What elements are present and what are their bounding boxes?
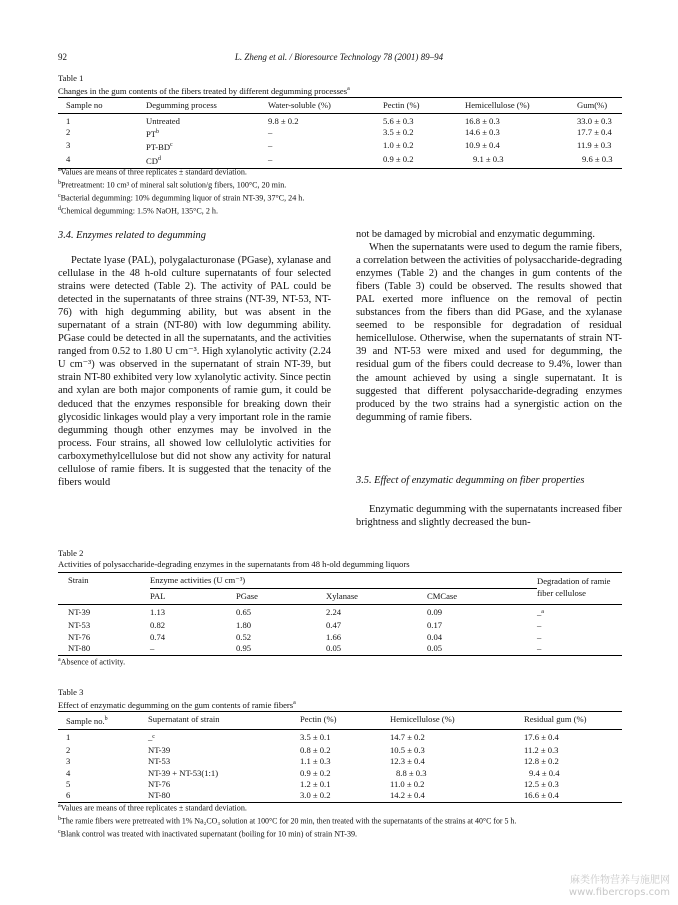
table-row [58,114,622,128]
table-cell: 10.5 ± 0.3 [390,745,425,756]
table-cell: 11.9 ± 0.3 [577,140,612,151]
table2-col-header: Strain [58,573,150,589]
table-cell: 1 [66,116,71,127]
table2-degradation-header: Degradation of ramie fiber cellulose [537,573,622,605]
table1-header-row [58,98,622,114]
table-cell: 12.8 ± 0.2 [524,756,559,767]
paragraph: Pectate lyase (PAL), polygalacturonase (PGase), xylanase and cellulase in the 48 h-old culture supernatants of four selected strains were detected (Table 2). The activity of PAL could be detected in the supernatants of three strains (NT-39, NT-53, NT-76) with high degumming ability, but was absent in the supernatant of a strain (NT-80) with low degumming ability. PGase could be detected in all the supernatants, and the activities ranged from 0.52 to 1.80 U cm⁻³. High xylanolytic activity (2.24 U cm⁻³) was observed in the supernatant of strain NT-39, but strain NT-80 exhibited very low xylanolytic activity. Since pectin and xylan are both major components of ramie gum, it could be deduced that the enzymes responsible for breaking down their glycosidic linkages would play a very important role in the ramie degumming though other enzymes may be involved in the process. Four strains, all showed low cellulolytic activities for carboxymethylcellulose but did not show any activity for natural cellulose of ramie fibers. It is suggested that the tenacity of the fibers would [58,255,331,488]
table-cell: NT-39 [148,745,171,756]
footnote: $^b$The ramie fibers were pretreated with 1% Na₂CO₃ solution at 100°C for 20 min, then treated with the supernatants of the strains at 40°C for 5 h. [58,815,517,826]
table-cell: 5 [66,778,71,789]
table-cell: – [268,140,273,151]
table-cell: – [537,643,622,656]
watermark [569,875,670,899]
table-cell: 1.2 ± 0.1 [300,778,331,789]
table3-label: Table 3 [58,687,84,697]
table3-header-row [58,712,622,730]
table-cell: 3.5 ± 0.1 [300,732,331,743]
table1-col-header: Gum(%) [577,98,622,114]
table-cell: – [268,154,383,169]
table-row [58,756,622,767]
table-cell: 0.04 [427,631,443,642]
footnote: $^c$Blank control was treated with inactivated supernatant (boiling for 10 min) of strain NT-39. [58,828,358,839]
table-cell: 0.9 ± 0.2 [383,154,465,169]
table-cell: 9.8 ± 0.2 [268,116,299,127]
table-cell: $PT-BD^c$ [146,142,173,153]
paragraph: Enzymatic degumming with the supernatants increased fiber brightness and slightly decreased the bun- [356,504,622,529]
table2-group-header: Enzyme activities (U cm⁻³) [150,573,537,589]
table-row [58,140,622,153]
footnote: $^c$Bacterial degumming: 10% degumming liquor of strain NT-39, 37°C, 24 h. [58,192,305,203]
table-cell: 0.47 [326,620,342,631]
right-column [356,228,622,424]
table2-caption: Activities of polysaccharide-degrading enzymes in the supernatants from 48 h-old degumming liquors [58,559,410,569]
section-3-4-heading: 3.4. Enzymes related to degumming [58,230,206,241]
table-cell: 2 [66,127,71,138]
table-cell: NT-76 [68,631,91,642]
table-row [58,730,622,746]
table-cell: 14.7 ± 0.2 [390,732,425,743]
table-row [58,127,622,140]
table-cell: NT-80 [58,643,150,656]
table-cell: 1 [66,732,71,743]
table-cell: 0.65 [236,607,252,618]
table-cell: 0.09 [427,607,443,618]
table-cell: 9.4 ± 0.4 [529,767,560,778]
table1 [58,97,622,169]
table-cell: 3.0 ± 0.2 [300,790,390,803]
table-cell: 16.8 ± 0.3 [465,116,500,127]
table-cell: 1.80 [236,620,252,631]
table-cell: 0.52 [236,631,252,642]
table-cell: 14.2 ± 0.4 [390,790,524,803]
table-cell: 1.13 [150,607,166,618]
table-cell: $CD^d$ [146,154,268,169]
table-cell: 3.5 ± 0.2 [383,127,414,138]
table-cell: NT-53 [148,756,171,767]
table1-footnotes [58,165,304,217]
table-row [58,745,622,756]
table-row [58,779,622,790]
right-column-bottom [356,503,622,529]
table1-caption: Changes in the gum contents of the fibers treated by different degumming processes$^a$ [58,85,350,96]
table-cell: 9.1 ± 0.3 [465,154,577,169]
table3-caption: Effect of enzymatic degumming on the gum contents of ramie fibers$^a$ [58,699,296,710]
table1-col-header: Degumming process [146,98,268,114]
table-cell: 0.82 [150,620,166,631]
table-cell: –$^a$ [537,609,544,620]
table-cell: 10.9 ± 0.4 [465,140,500,151]
table-cell: 12.3 ± 0.4 [390,756,425,767]
table-cell: – [537,620,542,631]
table-cell: NT-39 + NT-53(1:1) [148,767,219,778]
table2-col-header: PAL [150,589,236,605]
table-cell: 14.6 ± 0.3 [465,127,500,138]
table1-col-header: Water-soluble (%) [268,98,383,114]
table-cell: – [268,127,273,138]
table-cell: 0.95 [236,643,326,656]
table-cell: Untreated [146,116,180,127]
table-cell: 3 [66,140,71,151]
table-cell: –$^c$ [148,733,155,744]
table-row [58,620,622,631]
table-cell: 3 [66,756,71,767]
table-cell: 0.05 [427,643,537,656]
table-cell: 17.6 ± 0.4 [524,732,559,743]
table-cell: 2 [66,745,71,756]
table2-col-header: Xylanase [326,589,427,605]
table2-footnotes [58,655,125,668]
table-cell: 12.5 ± 0.3 [524,778,559,789]
table-cell: 4 [66,767,71,778]
table3-col-header: Residual gum (%) [524,712,622,730]
table-cell: 1.0 ± 0.2 [383,140,414,151]
table-cell: NT-39 [68,607,91,618]
watermark-line: www.fibercrops.com [568,887,670,898]
table-cell: 0.8 ± 0.2 [300,745,331,756]
table-cell: – [537,631,542,642]
table2-col-header: CMCase [427,589,537,605]
table-cell: $PT^b$ [146,129,160,140]
table-cell: 6 [58,790,148,803]
table-cell: 5.6 ± 0.3 [383,116,414,127]
table-row [58,632,622,643]
table1-col-header: Hemicellulose (%) [465,98,577,114]
footnote: $^a$Absence of activity. [58,657,126,667]
table1-col-header: Sample no [58,98,146,114]
table1-col-header: Pectin (%) [383,98,465,114]
journal-citation: L. Zheng et al. / Bioresource Technology 78 (2001) 89–94 [234,52,444,62]
table1-label: Table 1 [58,73,84,83]
table3-col-header: Sample no.$^b$ [58,712,148,730]
table-cell: 33.0 ± 0.3 [577,116,612,127]
table-cell: 0.9 ± 0.2 [300,767,331,778]
table3 [58,711,622,803]
table-cell: 4 [58,154,146,169]
footnote: $^a$Values are means of three replicates ± standard deviation. [58,167,247,177]
running-header [58,52,620,66]
table-cell: NT-76 [148,778,171,789]
table2 [58,572,622,656]
footnote: $^d$Chemical degumming: 1.5% NaOH, 135°C, 2 h. [58,205,218,216]
table-cell: NT-80 [148,790,300,803]
table2-col-header: PGase [236,589,326,605]
table-cell: – [150,643,236,656]
table-row [58,768,622,779]
table-cell: 9.6 ± 0.3 [577,154,622,169]
table-cell: 1.1 ± 0.3 [300,756,331,767]
footnote: $^a$Values are means of three replicates ± standard deviation. [58,803,247,813]
section-3-5-heading: 3.5. Effect of enzymatic degumming on fiber properties [356,475,585,486]
table-cell: 16.6 ± 0.4 [524,790,622,803]
watermark-line: 麻类作物营养与施肥网 [570,875,670,886]
table-cell: 0.05 [326,643,427,656]
left-column [58,254,331,489]
page-number: 92 [58,52,67,62]
table-cell: 2.24 [326,607,342,618]
table-cell: 11.0 ± 0.2 [390,778,425,789]
table2-header-row [58,573,622,589]
table-row [58,643,622,656]
table2-label: Table 2 [58,548,84,558]
table-cell: 8.8 ± 0.3 [396,767,427,778]
paragraph: not be damaged by microbial and enzymatic degumming. [356,229,595,240]
table2-empty-cell [58,589,150,605]
paragraph: When the supernatants were used to degum the ramie fibers, a correlation between the activities of polysaccharide-degrading enzymes (Table 2) and the changes in gum contents of the fibers (Table 3) could be observed. The results showed that PAL exerted more influence on the removal of pectin substances from the fibers than did PGase, and the xylanase seemed to be responsible for degradation of residual hemicellulose. Otherwise, when the supernatants of strain NT-39 and NT-53 were mixed and used for degumming, the residual gum of the fibers could decrease to 9.4%, lower than the amount achieved by using a single supernatant. It is suggested that different polysaccharide-degrading enzymes produced by the two strains had a synergistic action on the degumming of ramie fibers. [356,242,622,423]
table-row [58,605,622,621]
table-cell: 11.2 ± 0.3 [524,745,559,756]
table3-footnotes [58,801,624,840]
table-cell: 0.17 [427,620,443,631]
table-cell: 17.7 ± 0.4 [577,127,612,138]
table3-col-header: Supernatant of strain [148,712,300,730]
footnote: $^b$Pretreatment: 10 cm³ of mineral salt solution/g fibers, 100°C, 20 min. [58,179,287,190]
table3-col-header: Hemicellulose (%) [390,712,524,730]
table-cell: NT-53 [68,620,91,631]
table3-col-header: Pectin (%) [300,712,390,730]
table-cell: 0.74 [150,631,166,642]
table-cell: 1.66 [326,631,342,642]
